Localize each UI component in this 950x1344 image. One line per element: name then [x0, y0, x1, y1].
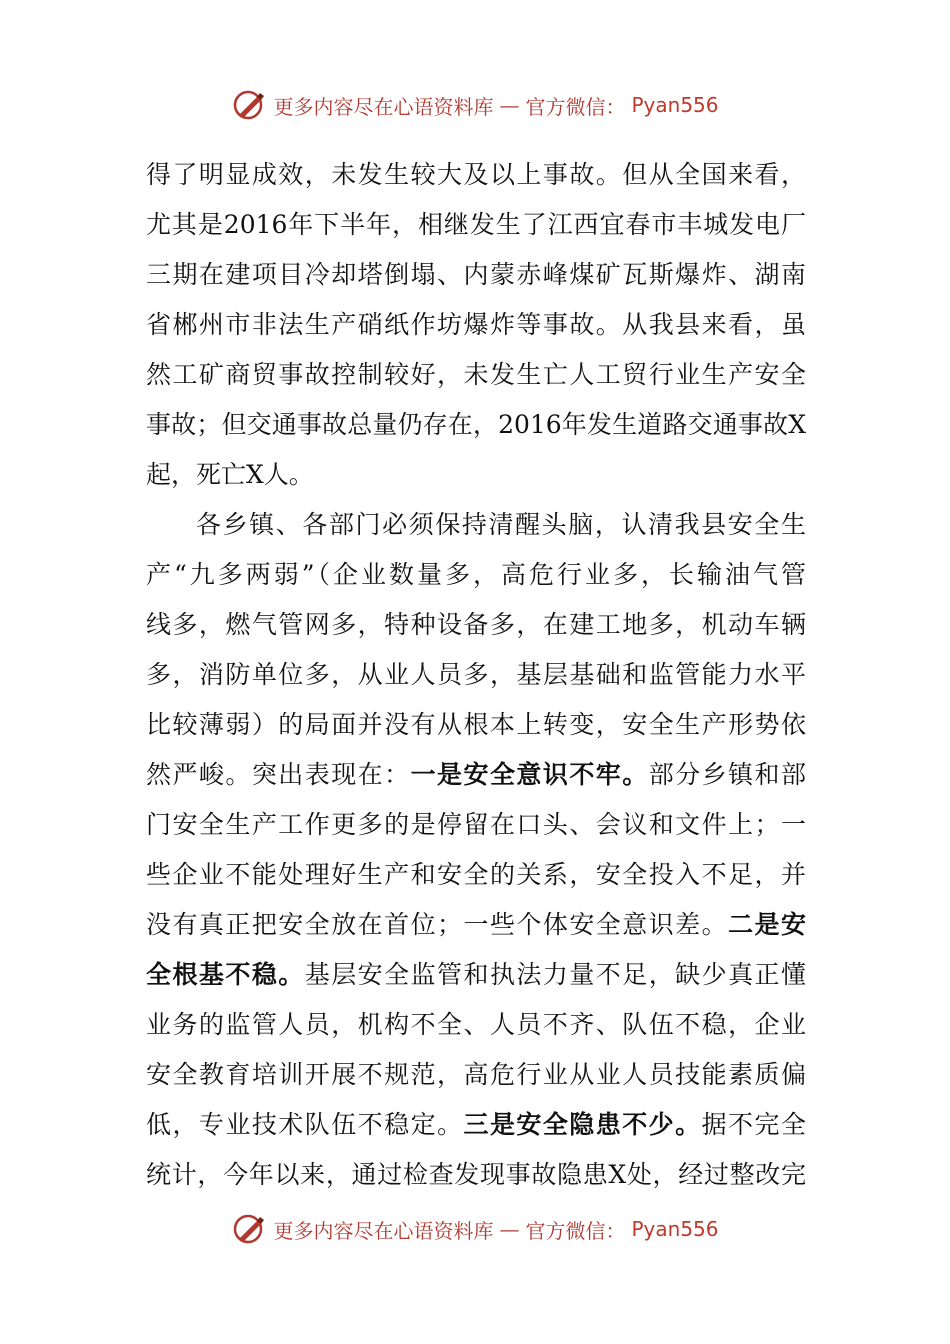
- banner-wechat-id: Pyan556: [631, 93, 719, 117]
- text-run: 然严峻。突出表现在：: [146, 760, 411, 789]
- banner-separator: —: [499, 93, 520, 117]
- banner-separator: —: [499, 1217, 520, 1241]
- text-line: 些企业不能处理好生产和安全的关系，安全投入不足，并: [146, 860, 806, 889]
- text-line: 然工矿商贸事故控制较好，未发生亡人工贸行业生产安全: [146, 360, 806, 389]
- text-line: 门安全生产工作更多的是停留在口头、会议和文件上；一: [146, 810, 806, 839]
- banner-main-text: 更多内容尽在心语资料库: [273, 94, 494, 119]
- text-run: 没有真正把安全放在首位；一些个体安全意识差。: [146, 910, 729, 939]
- bold-heading: 三是安全隐患不少。: [463, 1110, 702, 1139]
- banner-wechat-label: 官方微信：: [525, 1218, 626, 1243]
- text-run: 据不完全: [701, 1110, 806, 1139]
- text-line: 业务的监管人员，机构不全、人员不齐、队伍不稳，企业: [146, 1010, 806, 1039]
- header-watermark: [0, 85, 950, 125]
- text-line: 统计，今年以来，通过检查发现事故隐患X处，经过整改完: [146, 1160, 806, 1189]
- text-line: 安全教育培训开展不规范，高危行业从业人员技能素质偏: [146, 1060, 806, 1089]
- bold-heading: 全根基不稳。: [146, 960, 305, 989]
- banner-main-text: 更多内容尽在心语资料库: [273, 1218, 494, 1243]
- pen-logo-icon: [231, 87, 267, 123]
- text-line: 多，消防单位多，从业人员多，基层基础和监管能力水平: [146, 660, 806, 689]
- bold-heading: 一是安全意识不牢。: [410, 760, 649, 789]
- text-run: 低，专业技术队伍不稳定。: [146, 1110, 464, 1139]
- text-line: 尤其是2016年下半年，相继发生了江西宜春市丰城发电厂: [146, 210, 806, 239]
- pen-logo-icon: [231, 1211, 267, 1247]
- text-line: 事故；但交通事故总量仍存在，2016年发生道路交通事故X: [146, 410, 806, 439]
- text-line: 线多，燃气管网多，特种设备多，在建工地多，机动车辆: [146, 610, 806, 639]
- text-run: 部分乡镇和部: [648, 760, 806, 789]
- bold-heading: 二是安: [728, 910, 806, 939]
- text-line: [146, 900, 806, 950]
- text-line: 三期在建项目冷却塔倒塌、内蒙赤峰煤矿瓦斯爆炸、湖南: [146, 260, 806, 289]
- text-line: 得了明显成效，未发生较大及以上事故。但从全国来看，: [146, 160, 806, 189]
- text-run: 基层安全监管和执法力量不足，缺少真正懂: [304, 960, 806, 989]
- text-line: 省郴州市非法生产硝纸作坊爆炸等事故。从我县来看，虽: [146, 310, 806, 339]
- text-line: [146, 950, 806, 1000]
- text-line: [146, 750, 806, 800]
- document-body: [146, 150, 806, 1200]
- text-line: 产“九多两弱”（企业数量多，高危行业多，长输油气管: [146, 560, 806, 589]
- text-line: 各乡镇、各部门必须保持清醒头脑，认清我县安全生: [196, 510, 806, 539]
- banner-wechat-label: 官方微信：: [525, 94, 626, 119]
- text-line: 比较薄弱）的局面并没有从根本上转变，安全生产形势依: [146, 710, 806, 739]
- text-line: [146, 1100, 806, 1150]
- text-line: 起，死亡X人。: [146, 460, 314, 489]
- banner-wechat-id: Pyan556: [631, 1217, 719, 1241]
- footer-watermark: [0, 1209, 950, 1249]
